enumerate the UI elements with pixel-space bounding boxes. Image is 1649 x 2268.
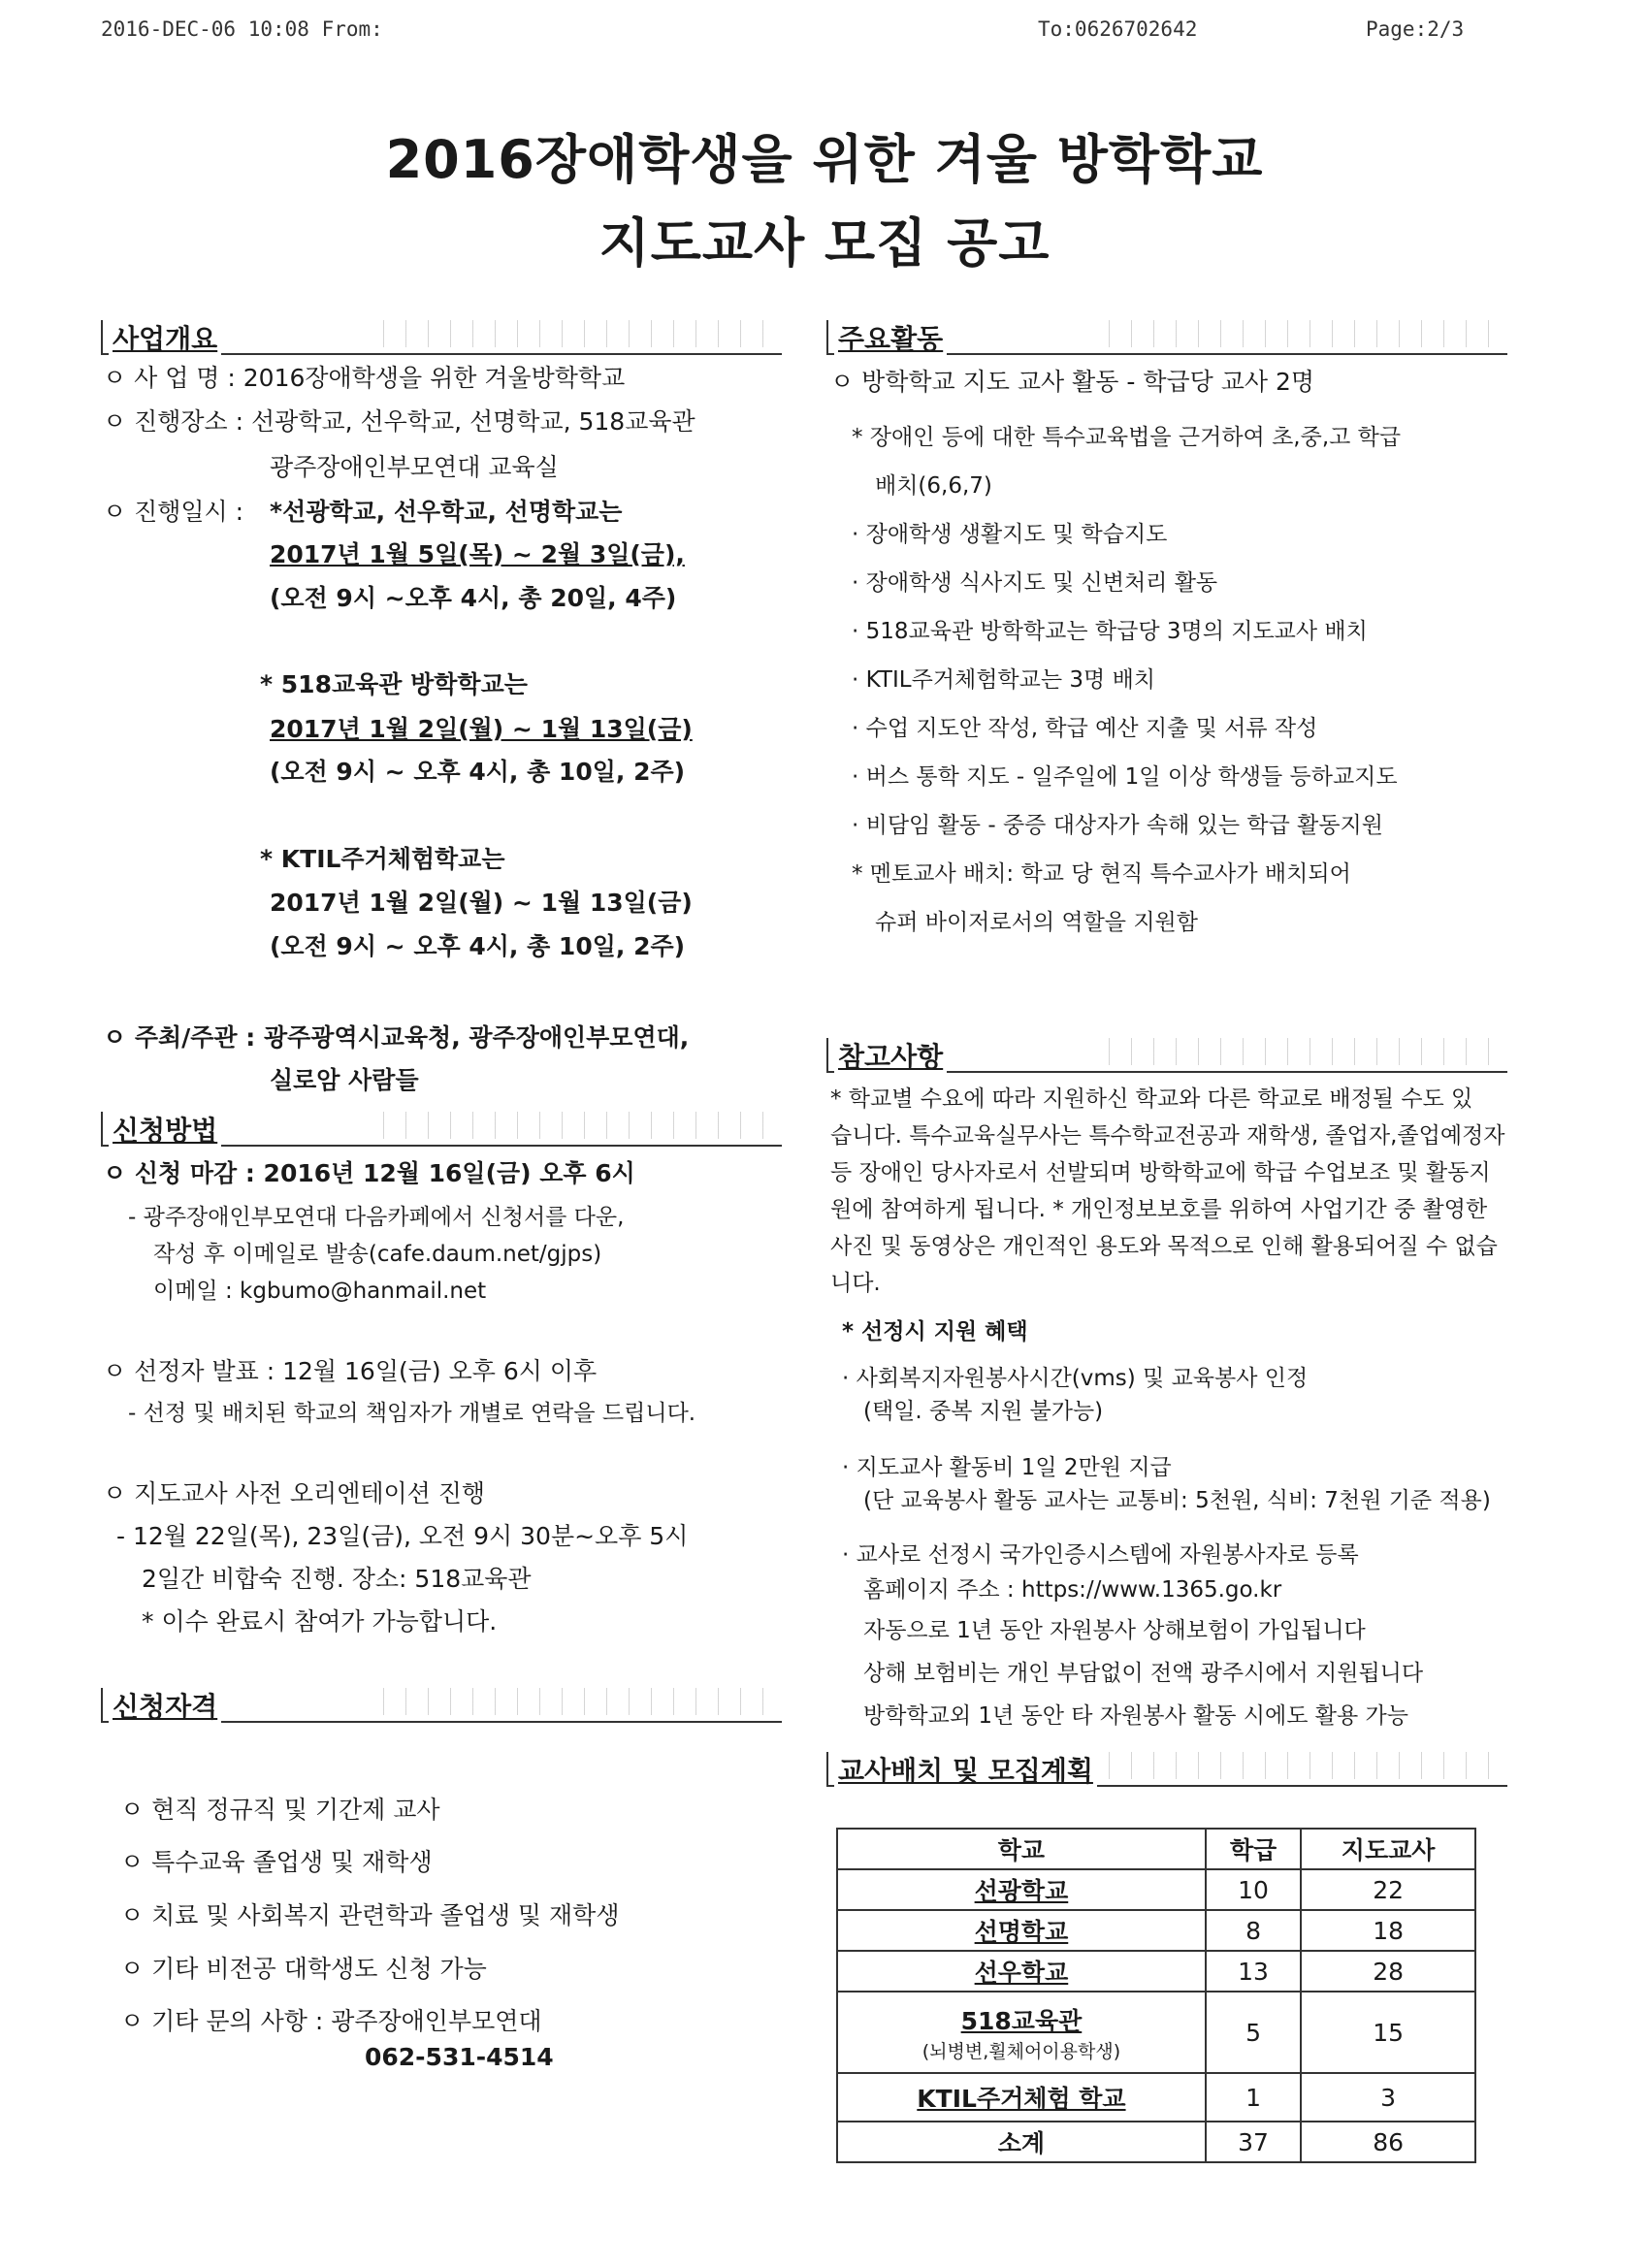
page-title: 2016장애학생을 위한 겨울 방학학교 — [385, 129, 1264, 190]
qualification-item: ㅇ 치료 및 사회복지 관련학과 졸업생 및 재학생 — [120, 1901, 620, 1929]
notes-para-line: 사진 및 동영상은 개인적인 용도와 목적으로 인해 활용되어질 수 없습 — [830, 1234, 1498, 1259]
school-name: 선명학교 — [837, 1910, 1206, 1951]
date-c-3: (오전 9시 ~ 오후 4시, 총 10일, 2주) — [270, 932, 686, 960]
project-name: ㅇ 사 업 명 : 2016장애학생을 위한 겨울방학학교 — [103, 364, 626, 392]
table-row — [837, 1869, 1475, 1910]
date-label: ㅇ 진행일시 : — [103, 498, 244, 526]
class-count: 1 — [1206, 2073, 1301, 2122]
notes-para-line: 습니다. 특수교육실무사는 특수학교전공과 재학생, 졸업자,졸업예정자 — [830, 1123, 1505, 1149]
host-line-1: ㅇ 주최/주관 : 광주광역시교육청, 광주장애인부모연대, — [103, 1023, 690, 1052]
activity-item: 배치(6,6,7) — [875, 473, 992, 499]
qualification-item: ㅇ 기타 문의 사항 : 광주장애인부모연대 — [120, 2007, 542, 2035]
section-qualification-heading: 신청자격 — [109, 1686, 221, 1725]
date-c-1: * KTIL주거체험학교는 — [260, 845, 505, 873]
teacher-count: 15 — [1301, 1992, 1475, 2073]
notes-para-line: 등 장애인 당사자로서 선발되며 방학학교에 학급 수업보조 및 활동지 — [830, 1160, 1491, 1185]
section-notes-heading: 참고사항 — [834, 1036, 947, 1075]
date-a-1: *선광학교, 선우학교, 선명학교는 — [270, 498, 623, 526]
date-b-3: (오전 9시 ~ 오후 4시, 총 10일, 2주) — [270, 758, 686, 786]
section-activities-heading: 주요활동 — [834, 318, 947, 357]
date-a-3: (오전 9시 ~오후 4시, 총 20일, 4주) — [270, 584, 677, 612]
total-classes: 37 — [1206, 2122, 1301, 2162]
qualification-item: ㅇ 기타 비전공 대학생도 신청 가능 — [120, 1955, 487, 1983]
class-count: 10 — [1206, 1869, 1301, 1910]
fax-header-left: 2016-DEC-06 10:08 From: — [101, 17, 383, 41]
date-b-1: * 518교육관 방학학교는 — [260, 670, 528, 698]
benefit-line: · 사회복지자원봉사시간(vms) 및 교육봉사 인정 — [842, 1366, 1309, 1391]
deadline: ㅇ 신청 마감 : 2016년 12월 16일(금) 오후 6시 — [103, 1159, 635, 1187]
benefit-line: · 교사로 선정시 국가인증시스템에 자원봉사자로 등록 — [842, 1542, 1359, 1568]
venue-line-1: ㅇ 진행장소 : 선광학교, 선우학교, 선명학교, 518교육관 — [103, 407, 695, 436]
orientation-line-1: - 12월 22일(목), 23일(금), 오전 9시 30분~오후 5시 — [116, 1522, 689, 1550]
fax-header-to: To:0626702642 — [1038, 17, 1198, 41]
activity-item: · 버스 통학 지도 - 일주일에 1일 이상 학생들 등하교지도 — [852, 764, 1398, 790]
teacher-count: 22 — [1301, 1869, 1475, 1910]
activity-item: · 장애학생 식사지도 및 신변처리 활동 — [852, 570, 1218, 596]
teacher-count: 3 — [1301, 2073, 1475, 2122]
section-overview-heading: 사업개요 — [109, 318, 221, 357]
school-name: KTIL주거체험 학교 — [837, 2073, 1206, 2122]
activity-item: * 장애인 등에 대한 특수교육법을 근거하여 초,중,고 학급 — [852, 425, 1402, 450]
notes-para-line: * 학교별 수요에 따라 지원하신 학교와 다른 학교로 배정될 수도 있 — [830, 1086, 1473, 1112]
date-b-2: 2017년 1월 2일(월) ~ 1월 13일(금) — [270, 715, 693, 743]
school-note: (뇌병변,휠체어이용학생) — [922, 2040, 1121, 2062]
benefit-line: 홈페이지 주소 : https://www.1365.go.kr — [863, 1577, 1282, 1603]
section-plan — [826, 1752, 1507, 1787]
section-overview — [101, 320, 782, 355]
date-c-2: 2017년 1월 2일(월) ~ 1월 13일(금) — [270, 889, 693, 917]
activity-item: · 장애학생 생활지도 및 학습지도 — [852, 522, 1168, 547]
table-row — [837, 2073, 1475, 2122]
teacher-count: 18 — [1301, 1910, 1475, 1951]
activity-item: · 비담임 활동 - 중증 대상자가 속해 있는 학급 활동지원 — [852, 813, 1383, 838]
class-count: 8 — [1206, 1910, 1301, 1951]
table-row — [837, 1910, 1475, 1951]
benefit-line: 방학학교외 1년 동안 타 자원봉사 활동 시에도 활용 가능 — [863, 1703, 1408, 1729]
table-header-row — [837, 1829, 1475, 1869]
qualification-item: ㅇ 특수교육 졸업생 및 재학생 — [120, 1848, 433, 1876]
table-total-row — [837, 2122, 1475, 2162]
activities-main: ㅇ 방학학교 지도 교사 활동 - 학급당 교사 2명 — [830, 368, 1315, 396]
school-cell — [837, 1992, 1206, 2073]
total-teachers: 86 — [1301, 2122, 1475, 2162]
activity-item: · KTIL주거체험학교는 3명 배치 — [852, 667, 1156, 693]
activity-item: · 수업 지도안 작성, 학급 예산 지출 및 서류 작성 — [852, 716, 1318, 741]
table-row — [837, 1992, 1475, 2073]
section-activities — [826, 320, 1507, 355]
notes-para-line: 원에 참여하게 됩니다. * 개인정보보호를 위하여 사업기간 중 촬영한 — [830, 1197, 1488, 1222]
benefit-line: (단 교육봉사 활동 교사는 교통비: 5천원, 식비: 7천원 기준 적용) — [863, 1488, 1491, 1513]
section-plan-heading: 교사배치 및 모집계획 — [834, 1750, 1097, 1789]
class-count: 5 — [1206, 1992, 1301, 2073]
notes-para-line: 니다. — [830, 1271, 881, 1296]
column-header-school: 학교 — [837, 1829, 1206, 1869]
contact-phone: 062-531-4514 — [365, 2043, 554, 2071]
orientation-line-3: * 이수 완료시 참여가 가능합니다. — [142, 1607, 498, 1636]
table-row — [837, 1951, 1475, 1992]
benefit-line: · 지도교사 활동비 1일 2만원 지급 — [842, 1455, 1172, 1480]
column-header-teachers: 지도교사 — [1301, 1829, 1475, 1869]
section-qualification — [101, 1688, 782, 1723]
school-name: 선우학교 — [837, 1951, 1206, 1992]
host-line-2: 실로암 사람들 — [270, 1066, 419, 1094]
fax-header-page: Page:2/3 — [1366, 17, 1465, 41]
announce-note: - 선정 및 배치된 학교의 책임자가 개별로 연락을 드립니다. — [128, 1401, 696, 1426]
qualification-item: ㅇ 현직 정규직 및 기간제 교사 — [120, 1796, 440, 1824]
school-name: 선광학교 — [837, 1869, 1206, 1910]
date-a-2: 2017년 1월 5일(목) ~ 2월 3일(금), — [270, 540, 685, 568]
section-notes — [826, 1038, 1507, 1073]
orientation-line-2: 2일간 비합숙 진행. 장소: 518교육관 — [142, 1565, 532, 1593]
benefit-line: 자동으로 1년 동안 자원봉사 상해보험이 가입됩니다 — [863, 1618, 1366, 1643]
class-count: 13 — [1206, 1951, 1301, 1992]
benefit-line: 상해 보험비는 개인 부담없이 전액 광주시에서 지원됩니다 — [863, 1661, 1424, 1686]
activity-item: * 멘토교사 배치: 학교 당 현직 특수교사가 배치되어 — [852, 861, 1351, 887]
total-label: 소계 — [837, 2122, 1206, 2162]
activity-item: · 518교육관 방학학교는 학급당 3명의 지도교사 배치 — [852, 619, 1368, 644]
orientation: ㅇ 지도교사 사전 오리엔테이션 진행 — [103, 1479, 486, 1507]
section-application-heading: 신청방법 — [109, 1110, 221, 1149]
teacher-count: 28 — [1301, 1951, 1475, 1992]
school-name: 518교육관 — [960, 2006, 1083, 2035]
section-application — [101, 1112, 782, 1147]
benefits-title: * 선정시 지원 혜택 — [842, 1319, 1028, 1345]
announce: ㅇ 선정자 발표 : 12월 16일(금) 오후 6시 이후 — [103, 1357, 598, 1385]
email: 이메일 : kgbumo@hanmail.net — [153, 1279, 487, 1304]
method-line-2: 작성 후 이메일로 발송(cafe.daum.net/gjps) — [153, 1242, 602, 1267]
method-line-1: - 광주장애인부모연대 다음카페에서 신청서를 다운, — [128, 1205, 625, 1230]
plan-table — [836, 1828, 1476, 2163]
venue-line-2: 광주장애인부모연대 교육실 — [270, 453, 559, 481]
benefit-line: (택일. 중복 지원 불가능) — [863, 1399, 1104, 1424]
page-subtitle: 지도교사 모집 공고 — [598, 212, 1051, 274]
column-header-classes: 학급 — [1206, 1829, 1301, 1869]
activity-item: 슈퍼 바이저로서의 역할을 지원함 — [875, 910, 1198, 935]
